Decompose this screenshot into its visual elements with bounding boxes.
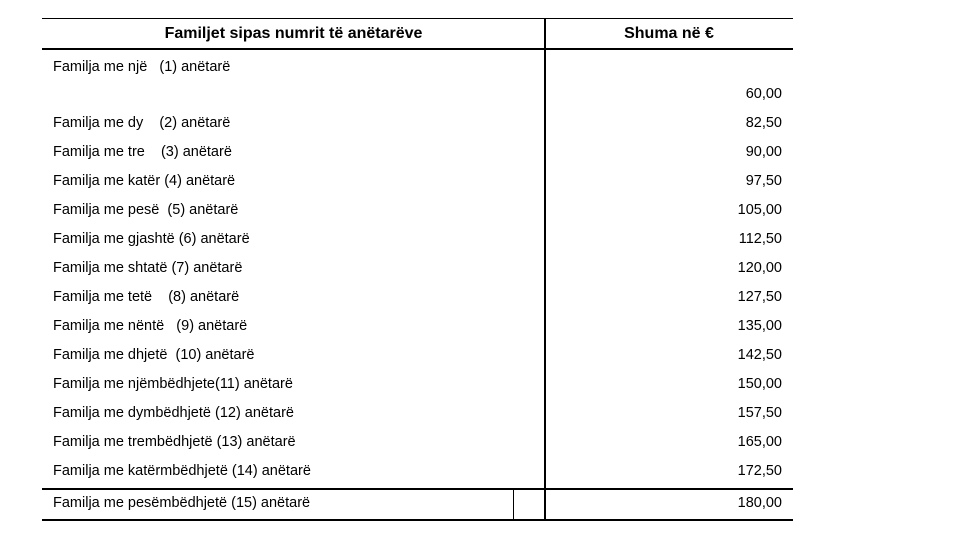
table-row-amount: 112,50: [738, 231, 782, 247]
table-row: [42, 254, 793, 283]
table-row-amount: 120,00: [737, 260, 782, 276]
table-header: [42, 18, 793, 50]
table-row-name: Familja me tre (3) anëtarë: [53, 144, 232, 160]
header-family-column: Familjet sipas numrit të anëtarëve: [164, 25, 423, 42]
table-row-name: Familja me katërmbëdhjetë (14) anëtarë: [53, 463, 311, 479]
table-row: [42, 399, 793, 428]
family-amount-table: [42, 18, 793, 511]
table-row: [42, 196, 793, 225]
table-row-amount: 60,00: [745, 86, 782, 102]
table-row-name: Familja me dhjetë (10) anëtarë: [53, 347, 255, 363]
table-row: [42, 370, 793, 399]
table-row-name: Familja me pesëmbëdhjetë (15) anëtarë: [53, 495, 311, 511]
table-row-amount: 150,00: [737, 376, 782, 392]
table-row: [42, 109, 793, 138]
table-row: [42, 283, 793, 312]
table-row-name: Familja me një (1) anëtarë: [53, 59, 231, 75]
table-row-name: Familja me nëntë (9) anëtarë: [53, 318, 248, 334]
table-row: [42, 489, 793, 518]
table-row-amount: 165,00: [737, 434, 782, 450]
table-row-name: Familja me tetë (8) anëtarë: [53, 289, 240, 305]
table-bottom-rule: [42, 519, 793, 521]
table-row-amount: 142,50: [737, 347, 782, 363]
table-row: [42, 457, 793, 486]
table-row-amount: 97,50: [745, 173, 782, 189]
header-amount-column: Shuma në €: [624, 25, 714, 42]
table-row-name: Familja me dymbëdhjetë (12) anëtarë: [53, 405, 294, 421]
table-row-amount: 157,50: [737, 405, 782, 421]
table-row-amount: 180,00: [737, 495, 782, 511]
table-row-name: Familja me pesë (5) anëtarë: [53, 202, 239, 218]
table-row-amount: 172,50: [737, 463, 782, 479]
table-row-amount: 90,00: [745, 144, 782, 160]
table-row-name: Familja me dy (2) anëtarë: [53, 115, 231, 131]
table-row-amount: 82,50: [745, 115, 782, 131]
table-row: [42, 167, 793, 196]
table-row: [42, 428, 793, 457]
table-row: [42, 312, 793, 341]
table-row: [42, 341, 793, 370]
table-row-name: Familja me njëmbëdhjete(11) anëtarë: [53, 376, 293, 392]
table-row-name: Familja me gjashtë (6) anëtarë: [53, 231, 250, 247]
table-row-amount: 105,00: [737, 202, 782, 218]
table-row-name: Familja me shtatë (7) anëtarë: [53, 260, 243, 276]
table-row-amount: 135,00: [737, 318, 782, 334]
table-row: [42, 138, 793, 167]
table-row: [42, 225, 793, 254]
table-row-name: Familja me katër (4) anëtarë: [53, 173, 236, 189]
last-row-cell-divider: [513, 489, 514, 520]
table-row-name: Familja me trembëdhjetë (13) anëtarë: [53, 434, 296, 450]
table-row-amount: 127,50: [737, 289, 782, 305]
